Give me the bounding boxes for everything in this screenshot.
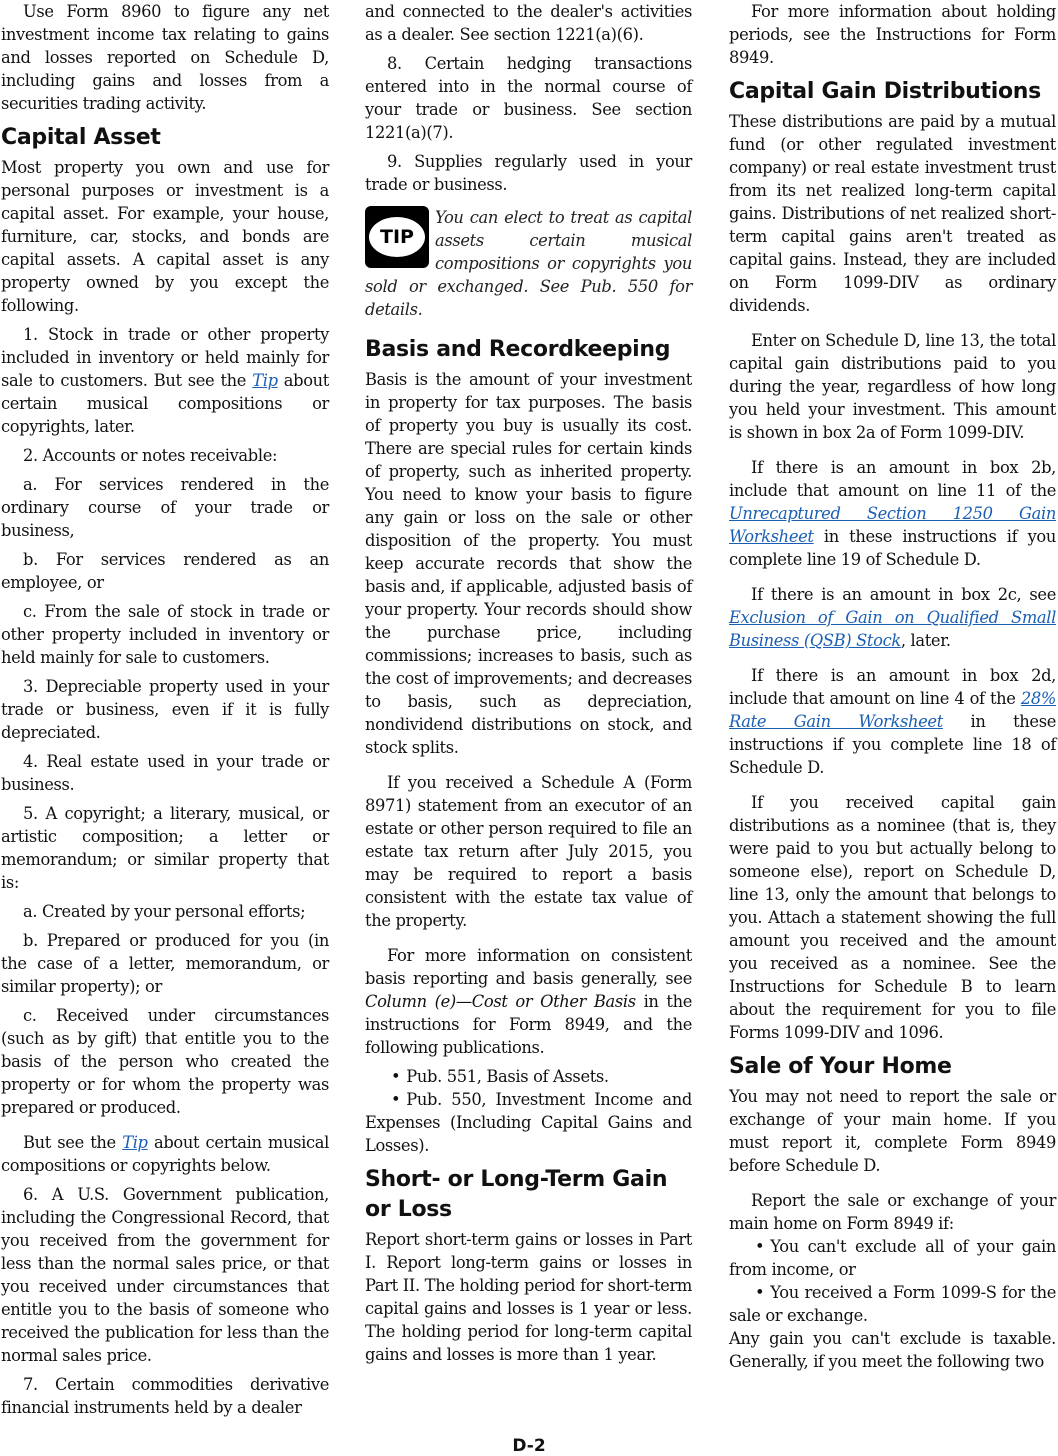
box-2b-paragraph: If there is an amount in box 2b, include that amount on line 11 of the Unrecaptured Section 1250 Gain Worksheet in these instructions if you complete line 19 of Schedule D. — [729, 458, 1057, 569]
cgd-paragraph: These distributions are paid by a mutual fund (or other regulated investment company) or real estate investment trust from its net realized long-term capital gains. Distributions of net realized short-term capital gains aren't treated as capital gains. Instead, they are included on Form 1099-DIV as ordinary dividends. — [729, 112, 1056, 315]
basis-paragraph: Basis is the amount of your investment in property for tax purposes. The basis of property you buy is usually its cost. There are special rules for certain kinds of property, such as inherited property. You need to know your basis to figure any gain or loss on the sale or other disposition of the property. You must keep accurate records that show the basis and, if applicable, adjusted basis of your property. Your records should show the purchase price, including commissions; increases to basis, such as the cost of improvements; and decreases to basis, such as depreciation, nondividend distributions on stock, and stock splits. — [365, 370, 692, 757]
heading-basis: Basis and Recordkeeping — [365, 337, 671, 362]
form-8971-paragraph: If you received a Schedule A (Form 8971) statement from an executor of an estate or other person required to file an estate tax return after July 2015, you may be required to report a basis consistent with the estate tax value of the property. — [365, 773, 692, 930]
bullet-pub-551: • Pub. 551, Basis of Assets. — [365, 1065, 692, 1088]
heading-capital-gain-distributions: Capital Gain Distributions — [729, 79, 1041, 104]
intro-paragraph: Use Form 8960 to figure any net investment income tax relating to gains and losses reported on Schedule D, including gains and losses from a securities trading activity. — [1, 2, 329, 113]
box-2d-paragraph: If there is an amount in box 2d, include that amount on line 4 of the 28% Rate Gain Worksheet in these instructions if you complete line 18 of Schedule D. — [729, 666, 1057, 777]
tip-box — [365, 206, 692, 321]
heading-sale-of-home: Sale of Your Home — [729, 1054, 952, 1079]
unrecaptured-worksheet-link[interactable]: Unrecaptured Section 1250 Gain Worksheet — [729, 504, 1056, 546]
list-item-2b: b. For services rendered as an employee, or — [1, 550, 329, 592]
more-info-paragraph: For more information on consistent basis reporting and basis generally, see Column (e)—Cost or Other Basis in the instructions for Form 8949, and the following publications. — [365, 946, 692, 1057]
qsb-stock-link[interactable]: Exclusion of Gain on Qualified Small Business (QSB) Stock — [729, 608, 1056, 650]
tip-link[interactable]: Tip — [252, 371, 278, 390]
heading-capital-asset: Capital Asset — [1, 125, 161, 150]
but-see-paragraph: But see the Tip about certain musical compositions or copyrights below. — [1, 1133, 330, 1175]
list-item-2: 2. Accounts or notes receivable: — [23, 446, 278, 465]
heading-short-long: Short- or Long-Term Gain or Loss — [365, 1167, 668, 1222]
any-gain-paragraph: Any gain you can't exclude is taxable. Generally, if you meet the following two — [729, 1329, 1056, 1371]
list-item-6: 6. A U.S. Government publication, including the Congressional Record, that you received from the government for less than the normal sales price, or that you received under circumstances that entitle you to the basis of someone who received the publication for less than the normal sales price. — [1, 1185, 329, 1365]
list-item-2a: a. For services rendered in the ordinary course of your trade or business, — [1, 475, 329, 540]
column-left — [1, 0, 329, 1425]
list-item-5a: a. Created by your personal efforts; — [23, 902, 306, 921]
bullet-1099s: • You received a Form 1099-S for the sale or exchange. — [729, 1281, 1056, 1327]
list-item-5: 5. A copyright; a literary, musical, or artistic composition; a letter or memorandum; or similar property that is: — [1, 804, 329, 892]
line13-paragraph: Enter on Schedule D, line 13, the total capital gain distributions paid to you during the year, regardless of how long you held your investment. This amount is shown in box 2a of Form 1099-DIV. — [729, 331, 1056, 442]
report-paragraph: Report the sale or exchange of your main home on Form 8949 if: — [729, 1191, 1056, 1233]
list-item-4: 4. Real estate used in your trade or business. — [1, 752, 329, 794]
home-paragraph: You may not need to report the sale or exchange of your main home. If you must report it, complete Form 8949 before Schedule D. — [729, 1087, 1056, 1175]
page-number: D-2 — [512, 1436, 546, 1456]
capital-asset-paragraph: Most property you own and use for personal purposes or investment is a capital asset. For example, your house, furniture, car, stocks, and bonds are capital assets. A capital asset is any property owned by you except the following. — [1, 158, 329, 315]
list-item-1: 1. Stock in trade or other property included in inventory or held mainly for sale to customers. But see the Tip about certain musical compositions or copyrights, later. — [1, 325, 329, 436]
continued-paragraph: and connected to the dealer's activities as a dealer. See section 1221(a)(6). — [365, 2, 692, 44]
short-long-paragraph: Report short-term gains or losses in Part I. Report long-term gains or losses in Part II. The holding period for short-term capital gains and losses is 1 year or less. The holding period for long-term capital gains and losses is more than 1 year. — [365, 1230, 692, 1364]
column-right — [729, 0, 1056, 1379]
tip-link[interactable]: Tip — [122, 1133, 148, 1152]
rate-gain-worksheet-link[interactable]: 28% Rate Gain Worksheet — [729, 689, 1057, 731]
nominee-paragraph: If you received capital gain distributions as a nominee (that is, they were paid to you but actually belong to someone else), report on Schedule D, line 13, only the amount that belongs to you. Attach a statement showing the full amount you received and the amount you received as a nominee. See the Instructions for Schedule B to learn about the requirement for you to file Forms 1099-DIV and 1096. — [729, 793, 1056, 1042]
tip-text: You can elect to treat as capital assets certain musical compositions or copyrights you sold or exchanged. See Pub. 550 for details. — [365, 208, 692, 319]
box-2c-paragraph: If there is an amount in box 2c, see Exclusion of Gain on Qualified Small Business (QSB) Stock, later. — [729, 585, 1056, 650]
bullet-pub-550: • Pub. 550, Investment Income and Expenses (Including Capital Gains and Losses). — [365, 1088, 692, 1157]
list-item-5b: b. Prepared or produced for you (in the case of a letter, memorandum, or similar property); or — [1, 931, 329, 996]
tip-icon: TIP — [365, 206, 429, 268]
column-middle — [365, 0, 692, 1372]
list-item-7: 7. Certain commodities derivative financial instruments held by a dealer — [1, 1375, 329, 1417]
list-item-8: 8. Certain hedging transactions entered into in the normal course of your trade or business. See section 1221(a)(7). — [365, 54, 692, 142]
bullet-cant-exclude: • You can't exclude all of your gain from income, or — [729, 1235, 1056, 1281]
list-item-3: 3. Depreciable property used in your trade or business, even if it is fully depreciated. — [1, 677, 329, 742]
holding-paragraph: For more information about holding periods, see the Instructions for Form 8949. — [729, 2, 1056, 67]
list-item-5c: c. Received under circumstances (such as by gift) that entitle you to the basis of the person who created the property or for whom the property was prepared or produced. — [1, 1006, 329, 1117]
list-item-9: 9. Supplies regularly used in your trade or business. — [365, 152, 692, 194]
list-item-2c: c. From the sale of stock in trade or other property included in inventory or held mainly for sale to customers. — [1, 602, 329, 667]
